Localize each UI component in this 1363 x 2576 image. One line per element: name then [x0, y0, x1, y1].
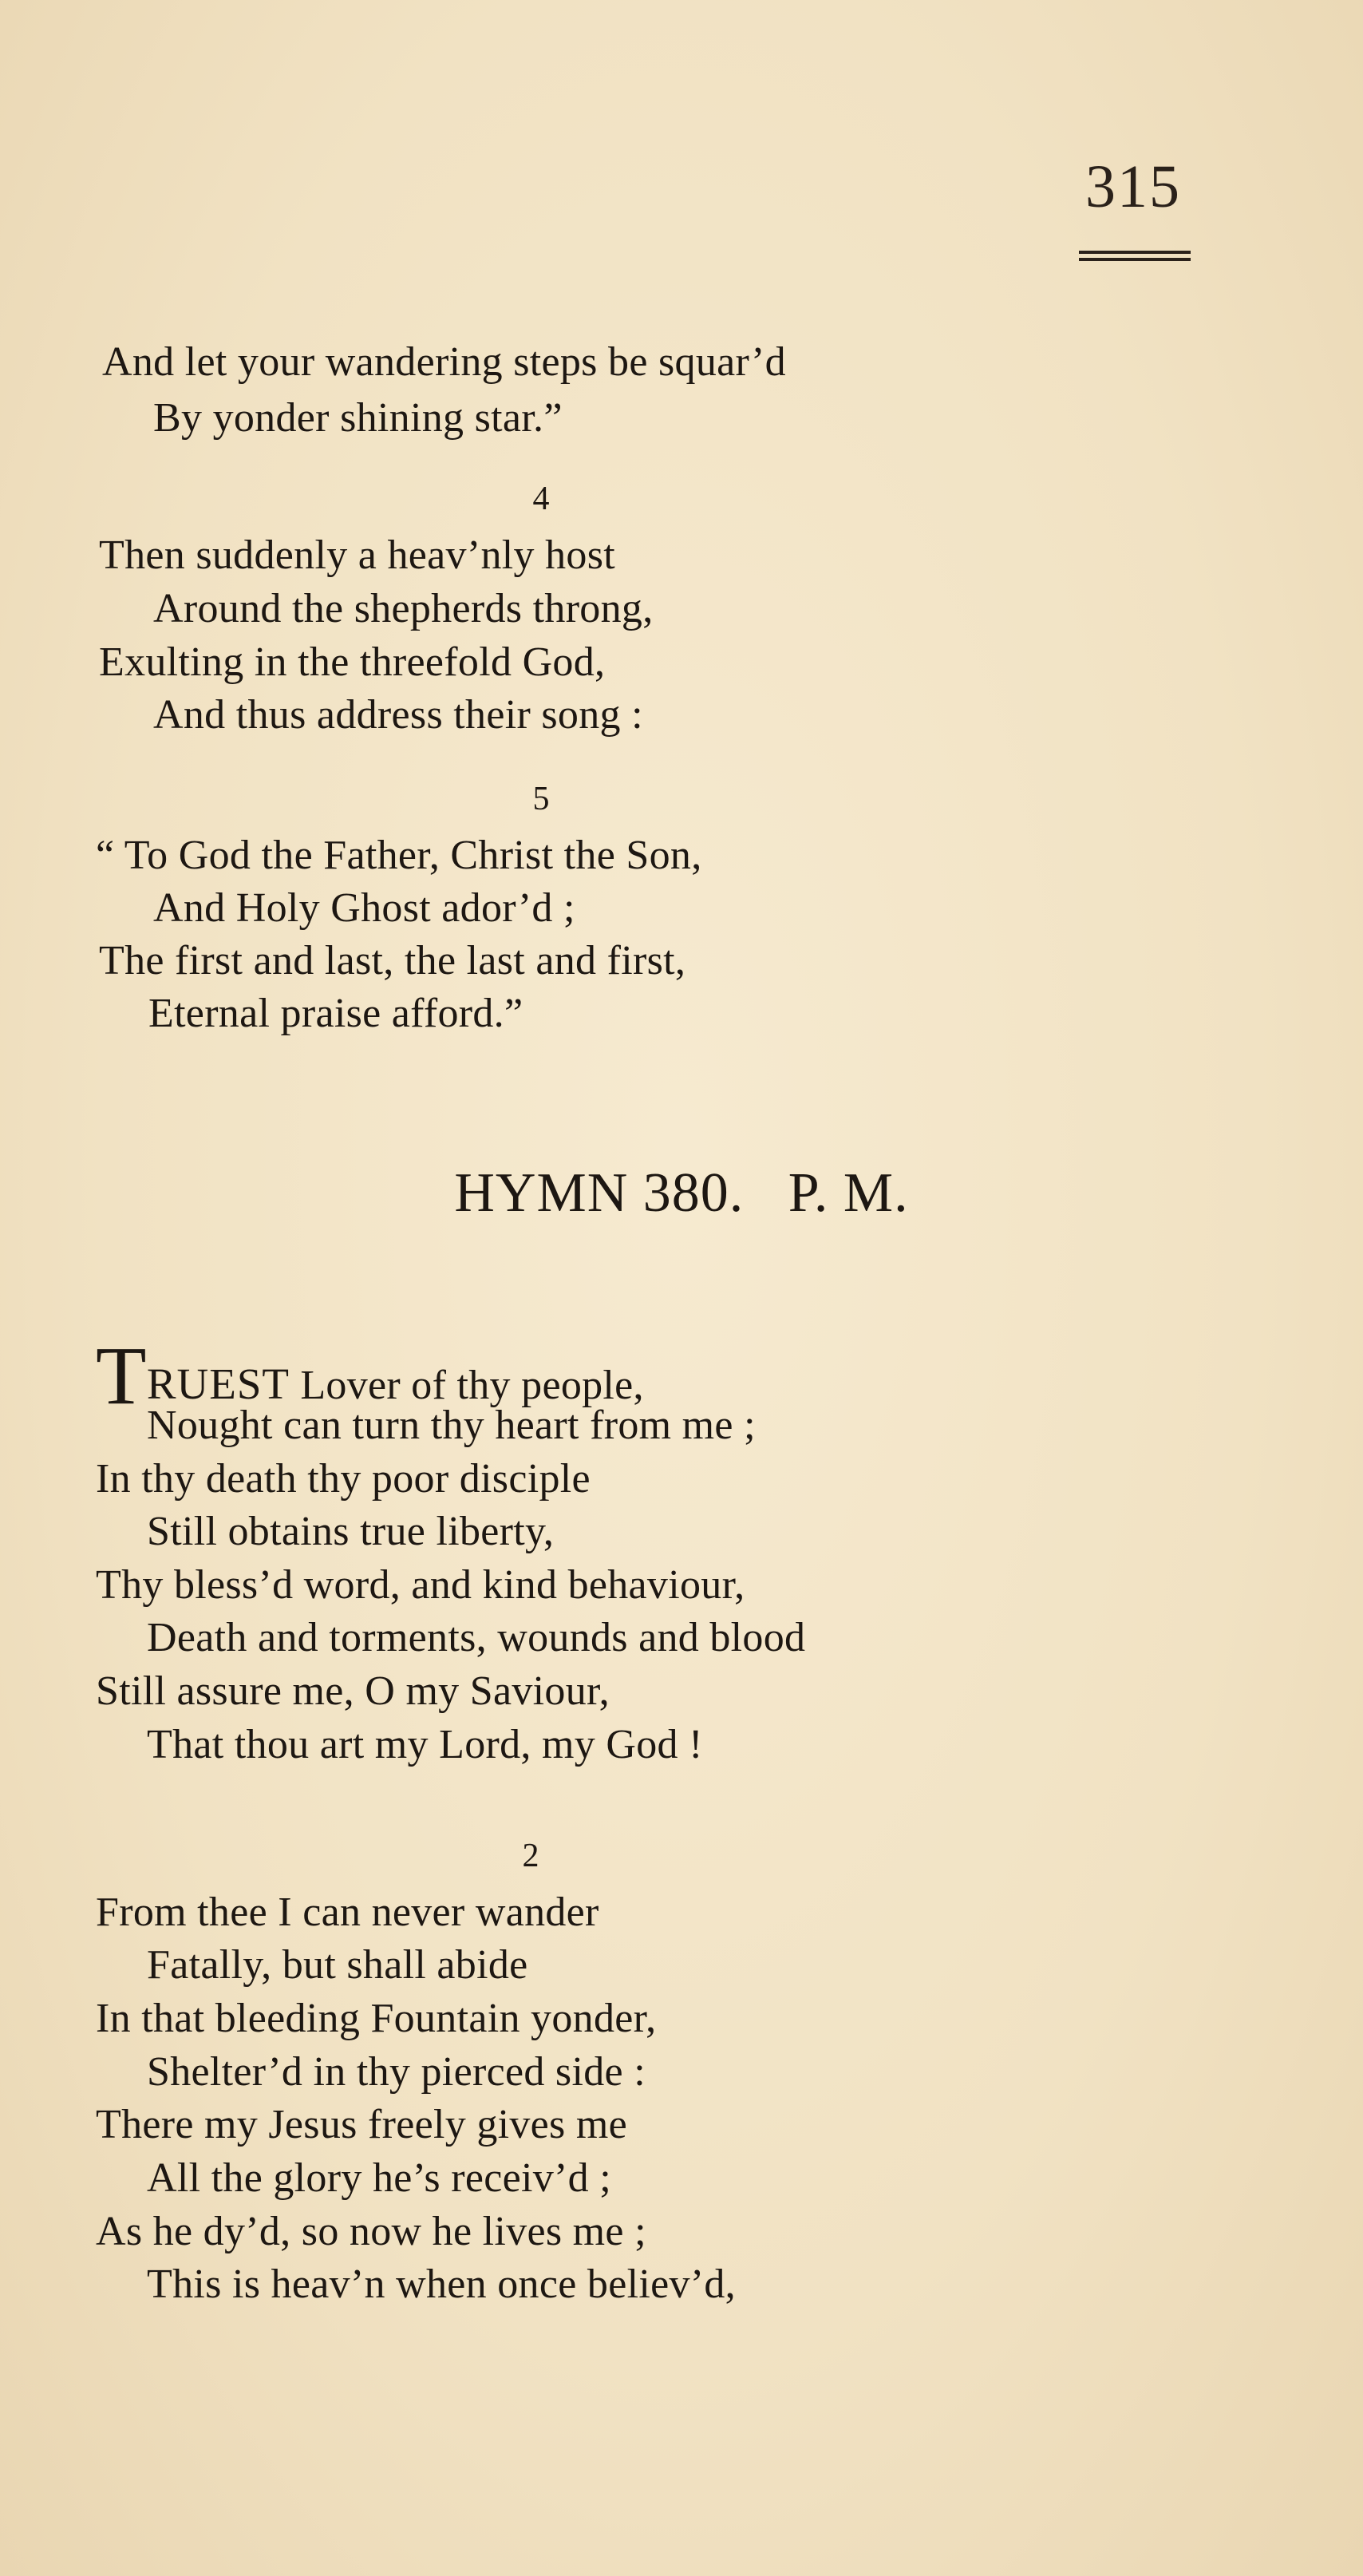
verse-line: Eternal praise afford.” — [148, 991, 523, 1036]
drop-cap: T — [96, 1330, 147, 1422]
first-line-rest: Lover of thy people, — [300, 1363, 644, 1408]
verse-line: Shelter’d in thy pierced side : — [147, 2049, 646, 2095]
stanza-number: 4 — [532, 481, 550, 517]
verse-line: The first and last, the last and first, — [99, 938, 686, 983]
verse-line: By yonder shining star.” — [153, 395, 563, 441]
verse-line: All the glory he’s receiv’d ; — [147, 2155, 611, 2201]
verse-line: And thus address their song : — [153, 692, 643, 738]
stanza-number: 5 — [532, 781, 550, 817]
verse-line: That thou art my Lord, my God ! — [147, 1722, 703, 1767]
verse-line: “ To God the Father, Christ the Son, — [96, 833, 702, 878]
verse-line: As he dy’d, so now he lives me ; — [96, 2209, 646, 2254]
verse-line: There my Jesus freely gives me — [96, 2102, 628, 2147]
verse-line: Then suddenly a heav’nly host — [99, 532, 615, 578]
verse-line: Fatally, but shall abide — [147, 1942, 528, 1988]
header-rule — [1079, 251, 1191, 262]
verse-line: Around the shepherds throng, — [153, 586, 654, 631]
verse-line-first — [96, 1330, 644, 1422]
stanza-number: 2 — [522, 1838, 539, 1874]
verse-line: Still assure me, O my Saviour, — [96, 1668, 610, 1714]
verse-line: In that bleeding Fountain yonder, — [96, 1996, 657, 2041]
verse-line: Death and torments, wounds and blood — [147, 1615, 806, 1660]
verse-line: Still obtains true liberty, — [147, 1509, 555, 1554]
page-number: 315 — [1085, 153, 1181, 220]
verse-line: Nought can turn thy heart from me ; — [147, 1403, 756, 1448]
verse-line: Thy bless’d word, and kind behaviour, — [96, 1562, 745, 1608]
verse-line: From thee I can never wander — [96, 1889, 599, 1935]
hymn-title: HYMN 380. P. M. — [454, 1162, 909, 1224]
verse-line: Exulting in the threefold God, — [99, 639, 606, 685]
first-word: RUEST — [146, 1359, 290, 1408]
verse-line: In thy death thy poor disciple — [96, 1456, 591, 1502]
verse-line: And Holy Ghost ador’d ; — [153, 885, 575, 931]
verse-line: And let your wandering steps be squar’d — [102, 339, 786, 385]
verse-line: This is heav’n when once believ’d, — [147, 2261, 736, 2307]
